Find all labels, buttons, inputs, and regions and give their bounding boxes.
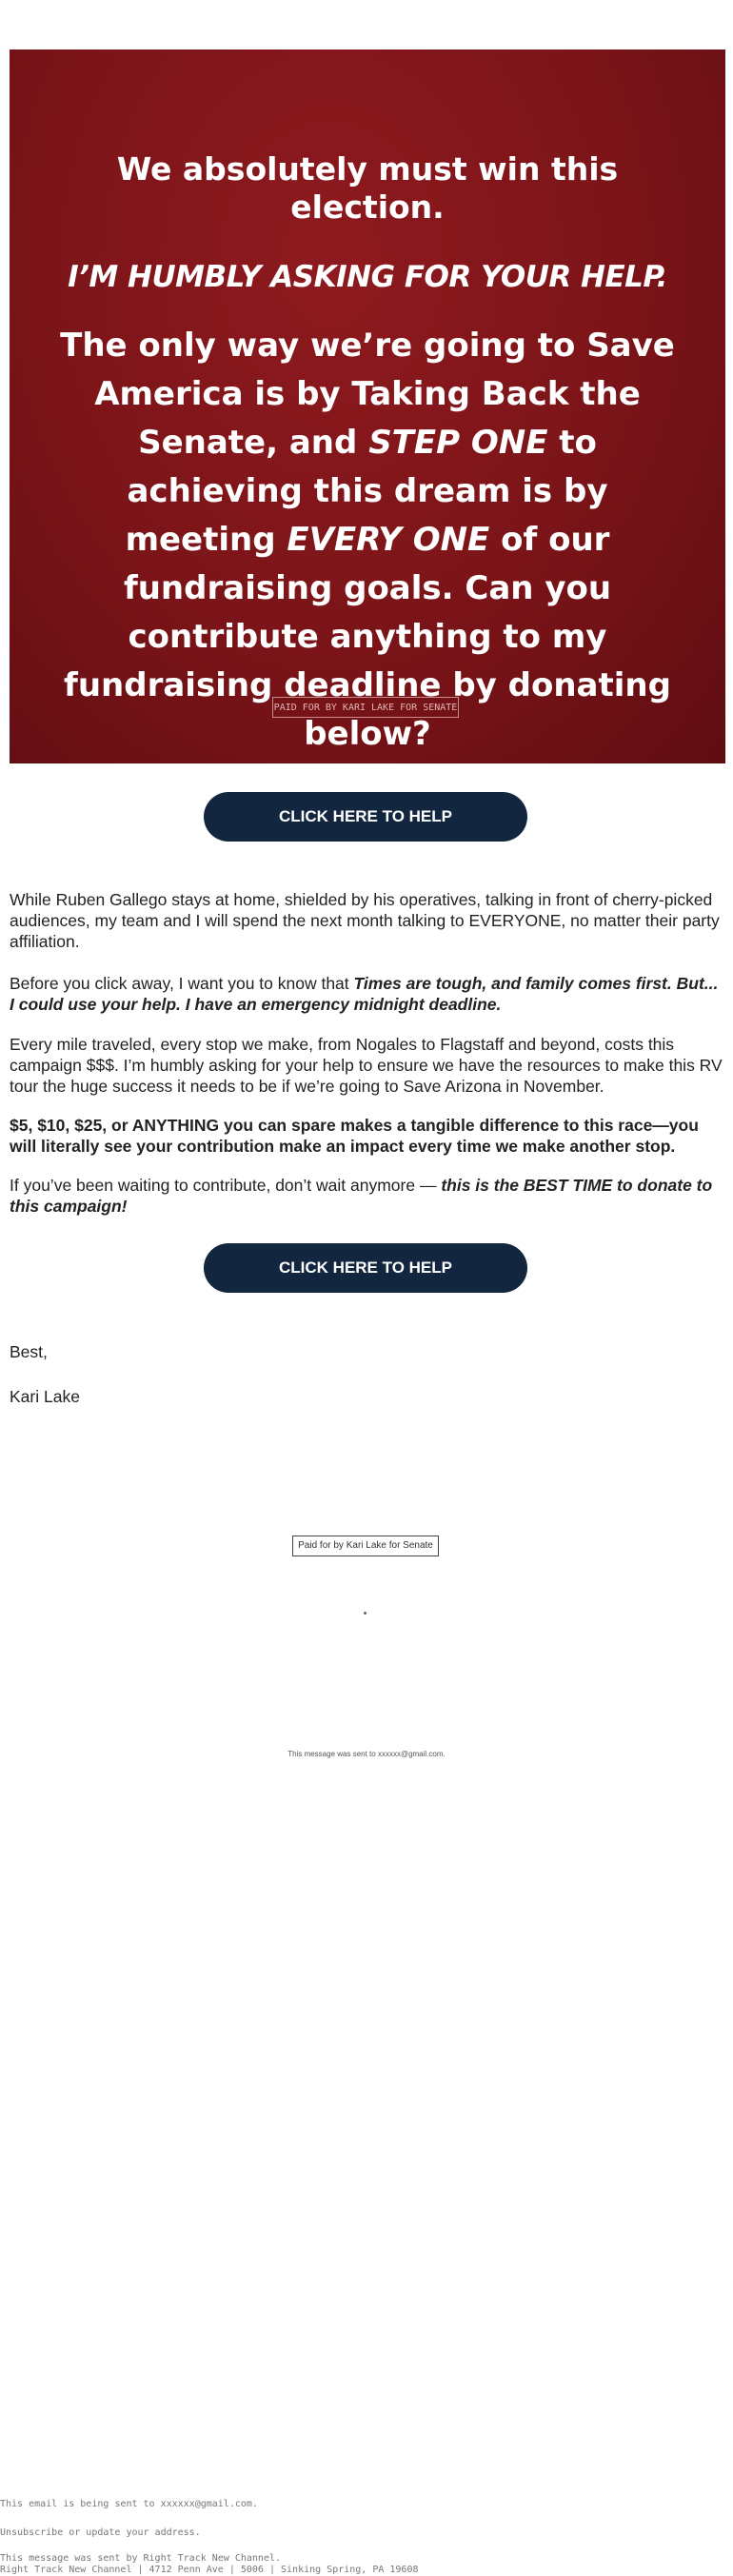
sent-to-note: This message was sent to xxxxxx@gmail.com.	[287, 1750, 446, 1758]
signoff-closing: Best,	[10, 1342, 48, 1361]
deadline-emphasis: Times are tough, and family comes first. But... I could use your help. I have an emergency midnight deadline.	[10, 974, 719, 1014]
hero-banner	[10, 50, 725, 763]
email-sent-to: This email is being sent to xxxxxx@gmail.com.	[0, 2499, 258, 2509]
click-here-to-help-button[interactable]: CLICK HERE TO HELP	[204, 792, 527, 842]
body-paragraph-1: While Ruben Gallego stays at home, shielded by his operatives, talking in front of cherry-picked audiences, my team and I will spend the next month talking to EVERYONE, no matter their party affiliation.	[10, 890, 720, 951]
unsubscribe-link[interactable]: Unsubscribe or update your address.	[0, 2527, 201, 2538]
body-paragraph-3: Every mile traveled, every stop we make, from Nogales to Flagstaff and beyond, costs this campaign $$$. I’m humbly asking for your help to ensure we have the resources to make this RV tour the huge success it needs to be if we’re going to Save Arizona in November.	[10, 1035, 723, 1096]
tracking-pixel	[364, 1612, 366, 1615]
hero-paid-for-label: PAID FOR BY KARI LAKE FOR SENATE	[272, 697, 459, 718]
click-here-to-help-button-2[interactable]: CLICK HERE TO HELP	[204, 1243, 527, 1293]
signoff-name: Kari Lake	[10, 1387, 80, 1406]
body-paragraph-5: If you’ve been waiting to contribute, don’t wait anymore — this is the BEST TIME to donate to this campaign!	[10, 1176, 713, 1216]
hero-paragraph: The only way we’re going to Save America is by Taking Back the Senate, and STEP ONE to achieving this dream is by meeting EVERY ONE of our fundraising goals. Can you contribute anything to my fundraising deadline by donating below?	[60, 327, 675, 753]
hero-headline: We absolutely must win this election.	[116, 150, 619, 226]
footer-paid-for-box: Paid for by Kari Lake for Senate	[292, 1536, 439, 1556]
mailing-address: Right Track New Channel | 4712 Penn Ave | 5006 | Sinking Spring, PA 19608	[0, 2565, 419, 2575]
hero-subheadline: I’M HUMBLY ASKING FOR YOUR HELP.	[68, 260, 667, 294]
hero-emphasis-every-one: EVERY ONE	[287, 521, 490, 559]
body-paragraph-2: Before you click away, I want you to know that Times are tough, and family comes first. But... I could use your help. I have an emergency midnight deadline.	[10, 974, 719, 1014]
hero-emphasis-step-one: STEP ONE	[368, 424, 548, 462]
best-time-emphasis: this is the BEST TIME to donate to this campaign!	[10, 1176, 713, 1216]
body-paragraph-4: $5, $10, $25, or ANYTHING you can spare makes a tangible difference to this race—you will literally see your contribution make an impact every time we make another stop.	[10, 1116, 699, 1156]
sent-by-line: This message was sent by Right Track New Channel.	[0, 2553, 282, 2564]
